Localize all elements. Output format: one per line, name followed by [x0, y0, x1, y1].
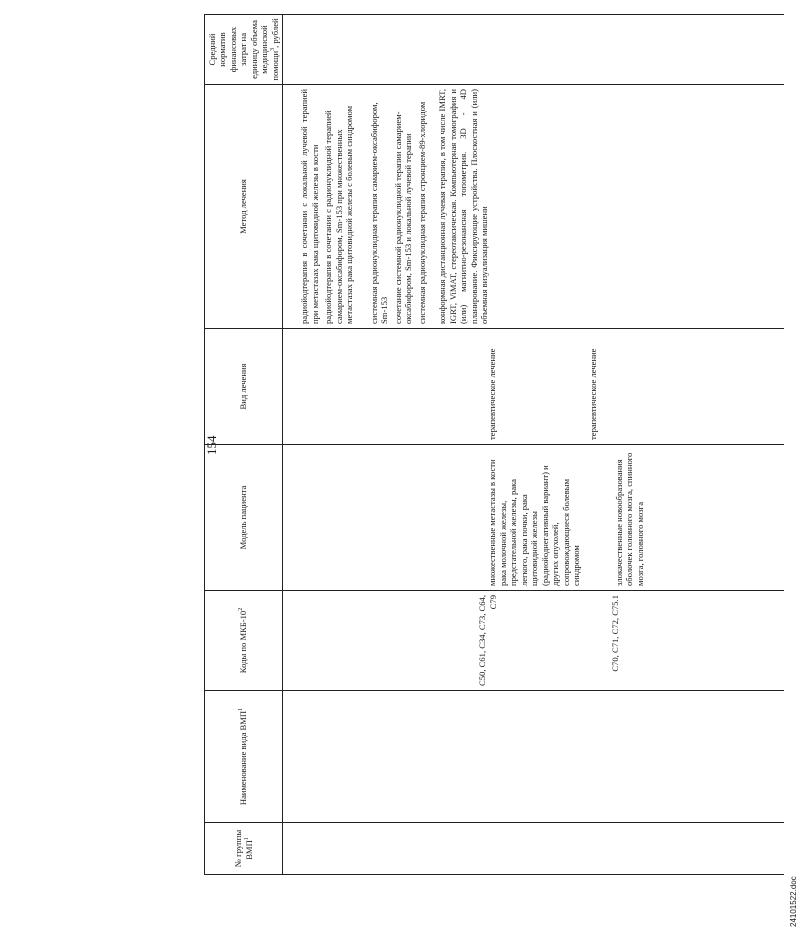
- method-item: системная радионуклидная терапия самарием-оксабифором, Sm-153: [368, 102, 390, 324]
- cell-patient-model: [283, 445, 784, 591]
- cell-treatment-method: [283, 85, 784, 329]
- icd-codes-row-3: C70, C71, C72, C75.1: [610, 595, 621, 672]
- header-average-cost: Средний норматив финансовых затрат на единицу объема медицинской помощи$^3$, рублей: [205, 15, 283, 85]
- page-number: 154: [204, 435, 219, 455]
- vmp-table: [204, 14, 784, 875]
- method-item: сочетание системной радионуклидной терапии самарием-оксабифором, Sm-153 и локальной лучевой терапии: [392, 111, 414, 324]
- header-patient-model: Модель пациента: [205, 445, 283, 591]
- cell-group-no: [283, 823, 784, 875]
- method-item: системная радионуклидная терапия стронцием-89-хлоридом: [416, 101, 427, 324]
- patient-model-row-3: злокачественные новообразования оболочек головного мозга, спинного мозга, головного мозга: [613, 452, 645, 586]
- cell-vmp-name: [283, 691, 784, 823]
- cell-treatment-type: [283, 329, 784, 445]
- header-treatment-type: Вид лечения: [205, 329, 283, 445]
- rotated-landscape-sheet: [204, 15, 798, 927]
- header-group-no: № группы ВМП$^1$: [205, 823, 283, 875]
- header-treatment-method: Метод лечения: [205, 85, 283, 329]
- treatment-type-row-3: терапевтическое лечение: [587, 348, 598, 440]
- method-item: радиойодтерапия в сочетании с локальной лучевой терапией при метастазах рака щитовидной железы в кости: [299, 89, 320, 324]
- cell-average-cost: [283, 15, 784, 85]
- cell-icd-codes: [283, 591, 784, 691]
- patient-model-row-2: множественные метастазы в кости рака молочной железы, предстательной железы, рака легкого, рака почки, рака щитовидной железы (радиойоднегативный вариант) и других опухолей, сопровождающиеся болевым синдромом: [487, 459, 582, 586]
- treatment-type-row-2: терапевтическое лечение: [487, 348, 498, 440]
- table-row: [283, 15, 784, 875]
- table-header-row: [205, 15, 283, 875]
- header-icd-codes: Коды по МКБ-$10^2$: [205, 591, 283, 691]
- method-item: радиойодтерапия в сочетании с радионуклидной терапией самарием-оксабифором, Sm-153 при множественных метастазах рака щитовидной железы с болевым синдромом: [323, 105, 355, 324]
- document-id: 24101522.doc: [789, 876, 798, 927]
- icd-codes-row-2: C50, C61, C34, C73, C64, C79: [477, 595, 498, 686]
- header-vmp-name: Наименование вида ВМП$^1$: [205, 691, 283, 823]
- method-item: конформная дистанционная лучевая терапия, в том числе IMRT, IGRT, ViMAT, стереотаксическая. Компьютерная томография и (или) магнитно-резонансная топометрия. 3D - 4D планирование. Фиксирующие устройства. Плоскостная и (или) объемная визуализация мишени: [437, 89, 490, 324]
